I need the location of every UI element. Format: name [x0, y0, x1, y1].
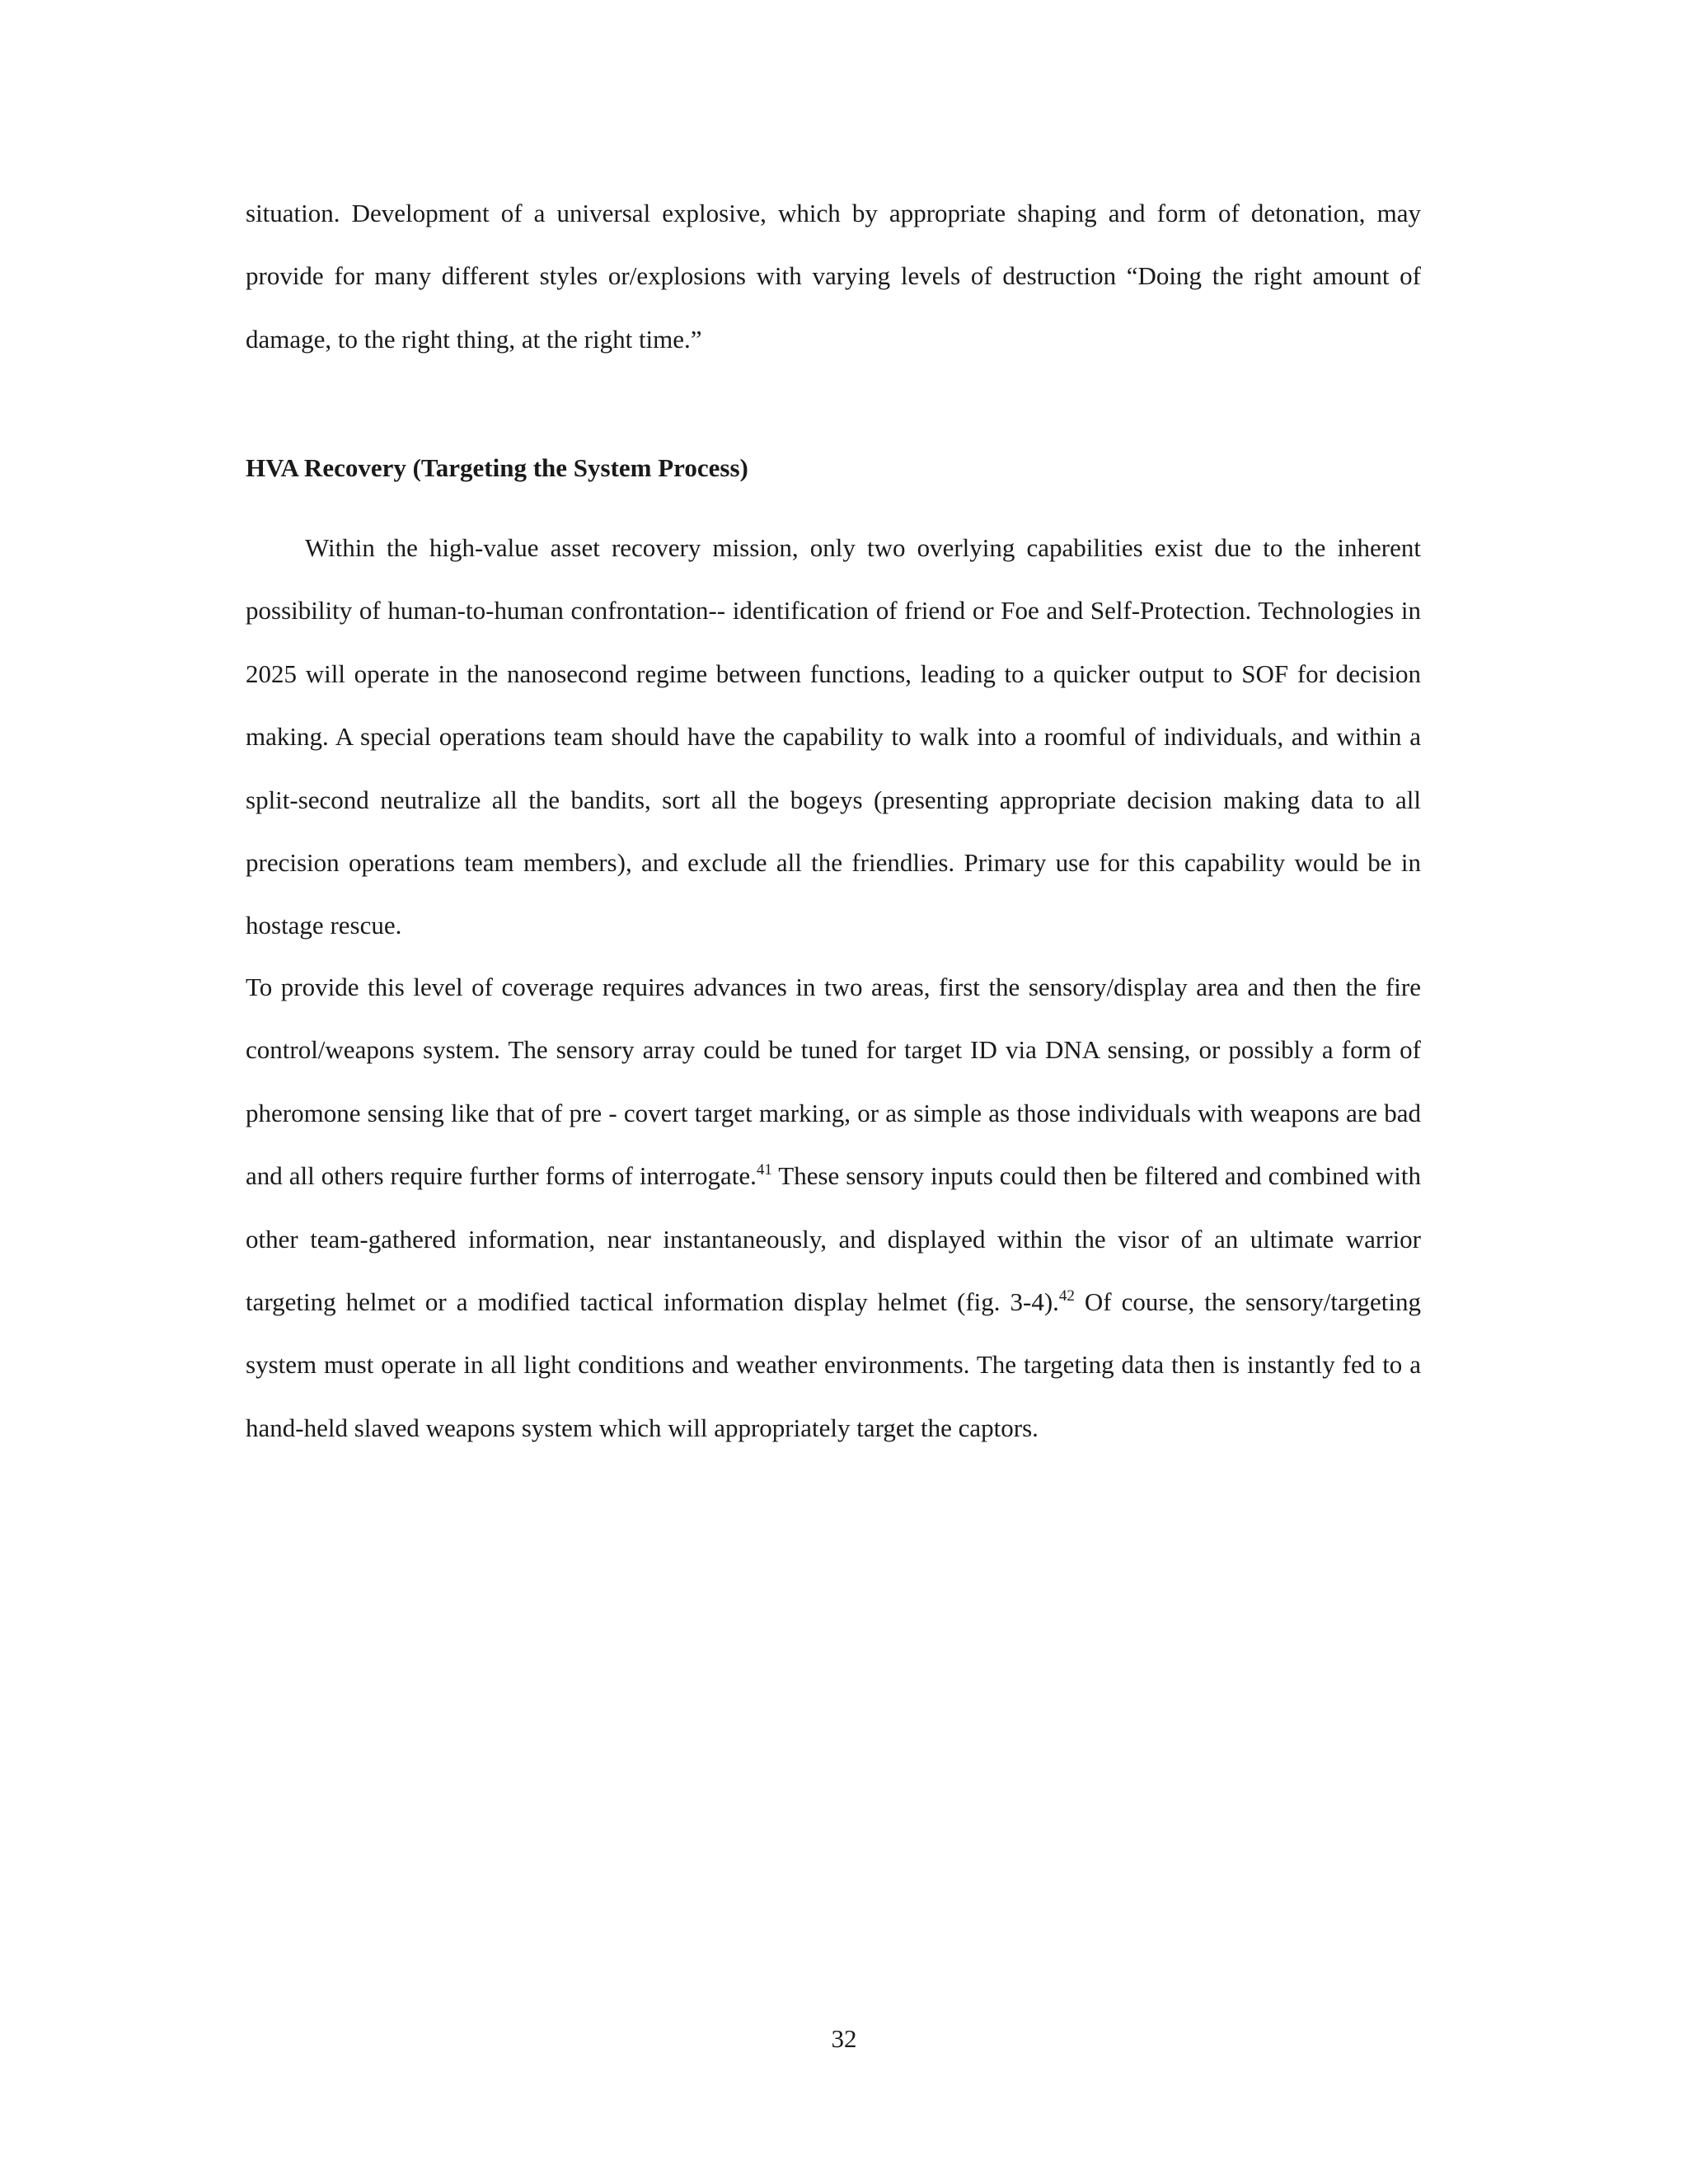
main-paragraph-text: Within the high-value asset recovery mission, only two overlying capabilities exist due to the inherent possibility of human-to-human confrontation-- identification of friend or Foe and Self-Protection. Technologies in 2025 will operate in the nanosecond regime between functions, leading to a quicker output to SOF for decision making. A special operations team should have the capability to walk into a roomful of individuals, and within a split-second neutralize all the bandits, sort all the bogeys (presenting appropriate decision making data to all precision operations team members), and exclude all the friendlies. Primary use for this capability would be in hostage rescue. [246, 533, 1421, 940]
footnote-reference-41: 41 [756, 1161, 772, 1179]
main-paragraph [246, 517, 1421, 958]
section-heading: HVA Recovery (Targeting the System Process) [246, 453, 748, 482]
coverage-paragraph-part3: Of course, the sensory/targeting system must operate in all light conditions and weather environments. The targeting data then is instantly fed to a hand-held slaved weapons system which will appropriately target the captors. [246, 1287, 1421, 1442]
coverage-paragraph [246, 956, 1421, 1460]
page-number: 32 [831, 2024, 857, 2053]
coverage-paragraph-part1: To provide this level of coverage requires advances in two areas, first the sensory/display area and then the fire control/weapons system. The sensory array could be tuned for target ID via DNA sensing, or possibly a form of pheromone sensing like that of pre - covert target marking, or as simple as those individuals with weapons are bad and all others require further forms of interrogate. [246, 972, 1421, 1191]
intro-paragraph: situation. Development of a universal explosive, which by appropriate shaping and form of detonation, may provide for many different styles or/explosions with varying levels of destruction “Doing the right amount of damage, to the right thing, at the right time.” [246, 199, 1421, 354]
coverage-paragraph-part2: These sensory inputs could then be filtered and combined with other team-gathered information, near instantaneously, and displayed within the visor of an ultimate warrior targeting helmet or a modified tactical information display helmet (fig. 3-4). [246, 1161, 1421, 1317]
footnote-reference-42: 42 [1058, 1287, 1075, 1305]
